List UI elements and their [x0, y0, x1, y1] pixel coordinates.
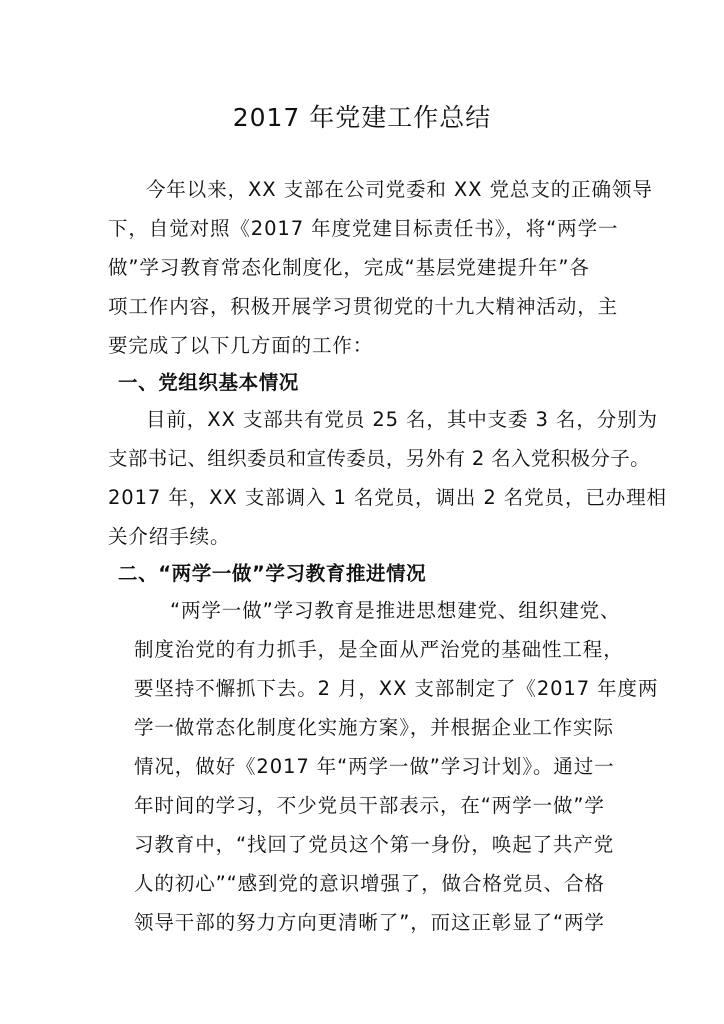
section2-line: 学一做常态化制度化实施方案》，并根据企业工作实际	[134, 716, 614, 739]
section2-line: 制度治党的有力抓手，是全面从严治党的基础性工程，	[134, 638, 624, 661]
section-heading-2: 二、“两学一做”学习教育推进情况	[118, 562, 427, 585]
section2-line: 领导干部的努力方向更清晰了”，而这正彰显了“两学	[134, 911, 605, 934]
intro-line: 要完成了以下几方面的工作：	[108, 334, 374, 357]
section1-line: 2017 年，XX 支部调入 1 名党员，调出 2 名党员，已办理相	[108, 486, 667, 509]
section2-line: “两学一做”学习教育是推进思想建党、组织建党、	[170, 599, 621, 622]
intro-line: 今年以来，XX 支部在公司党委和 XX 党总支的正确领导	[146, 178, 653, 201]
section2-line: 年时间的学习，不少党员干部表示，在“两学一做”学	[134, 794, 605, 817]
document-title: 2017 年党建工作总结	[232, 103, 492, 132]
section-heading-1: 一、党组织基本情况	[118, 371, 299, 394]
section2-line: 习教育中，“找回了党员这个第一身份，唤起了共产党	[134, 833, 615, 856]
section2-line: 人的初心”“感到党的意识增强了，做合格党员、合格	[134, 872, 605, 895]
section1-line: 支部书记、组织委员和宣传委员，另外有 2 名入党积极分子。	[108, 447, 650, 470]
section1-line: 关介绍手续。	[108, 525, 231, 548]
section1-line: 目前，XX 支部共有党员 25 名，其中支委 3 名，分别为	[146, 408, 658, 431]
intro-line: 项工作内容，积极开展学习贯彻党的十九大精神活动，主	[108, 295, 619, 318]
intro-line: 下，自觉对照《2017 年度党建目标责任书》，将“两学一	[108, 217, 619, 240]
section2-line: 要坚持不懈抓下去。2 月，XX 支部制定了《2017 年度两	[134, 677, 659, 700]
section2-line: 情况，做好《2017 年“两学一做”学习计划》。通过一	[134, 755, 615, 778]
intro-line: 做”学习教育常态化制度化，完成“基层党建提升年”各	[108, 256, 590, 279]
